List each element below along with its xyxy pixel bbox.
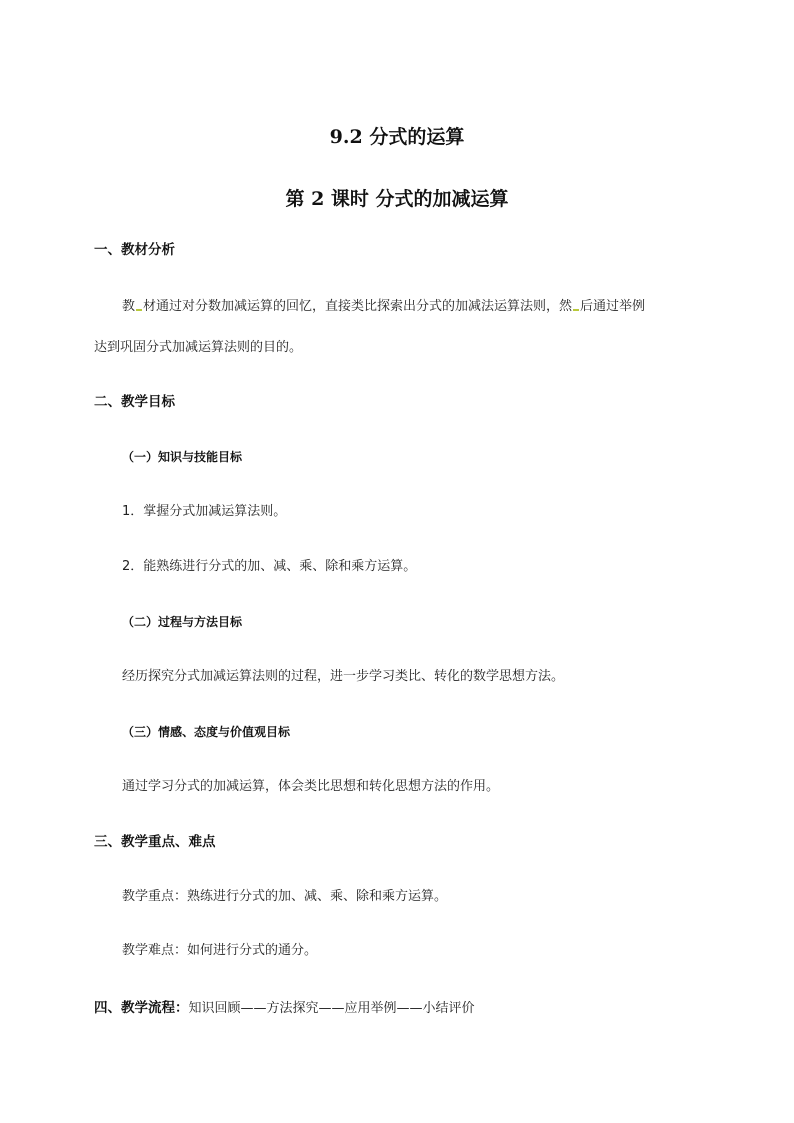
- section-heading-materials: 一、教材分析: [94, 242, 175, 258]
- materials-paragraph-line1: [122, 300, 645, 313]
- materials-text-part2: 材通过对分数加减运算的回忆，直接类比探索出分式的加减法运算法则，然: [143, 299, 573, 314]
- materials-text-part3: 后通过举例: [580, 299, 646, 314]
- highlight-mark: [573, 309, 579, 311]
- section-heading-process: 四、教学流程：: [94, 1000, 189, 1016]
- section-heading-objectives: 二、教学目标: [94, 394, 175, 410]
- lesson-title: 9.2 分式的运算: [329, 126, 465, 148]
- materials-paragraph-line2: 达到巩固分式加减运算法则的目的。: [94, 340, 303, 355]
- objective-item-1: 1．掌握分式加减运算法则。: [122, 504, 287, 519]
- subheading-process-methods: （二）过程与方法目标: [122, 615, 243, 629]
- key-point-text: 教学重点：熟练进行分式的加、减、乘、除和乘方运算。: [122, 889, 448, 904]
- teaching-process-text: 知识回顾——方法探究——应用举例——小结评价: [188, 1001, 475, 1016]
- emotion-attitude-text: 通过学习分式的加减运算，体会类比思想和转化思想方法的作用。: [122, 779, 500, 794]
- subheading-emotion-attitude: （三）情感、态度与价值观目标: [122, 725, 291, 739]
- lesson-subtitle: 第 2 课时 分式的加减运算: [285, 188, 509, 210]
- subheading-knowledge-skills: （一）知识与技能目标: [122, 450, 243, 464]
- difficulty-text: 教学难点：如何进行分式的通分。: [122, 943, 318, 958]
- section-heading-key-points: 三、教学重点、难点: [94, 834, 216, 850]
- objective-item-2: 2．能熟练进行分式的加、减、乘、除和乘方运算。: [122, 559, 417, 574]
- materials-text-part1: 教: [122, 299, 136, 314]
- highlight-mark: [136, 309, 142, 311]
- teaching-process-line: [94, 999, 475, 1016]
- process-methods-text: 经历探究分式加减运算法则的过程，进一步学习类比、转化的数学思想方法。: [122, 669, 565, 684]
